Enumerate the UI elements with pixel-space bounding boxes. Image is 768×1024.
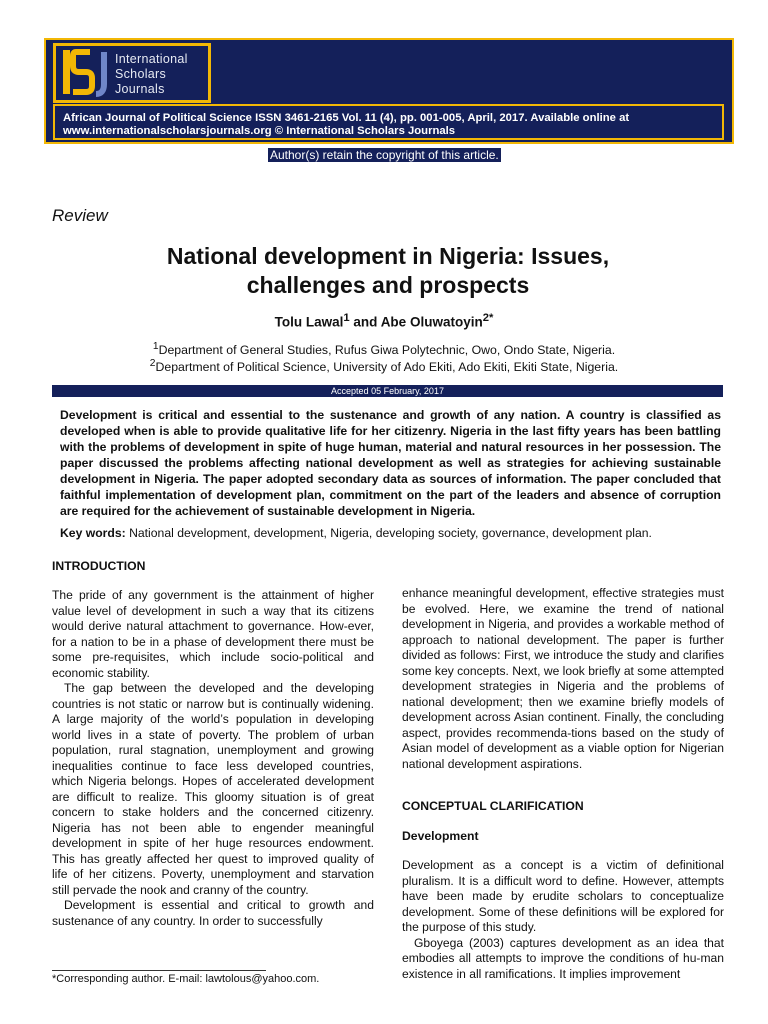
corresponding-author-footnote: *Corresponding author. E-mail: lawtolous@yahoo.com. [52,973,320,985]
author-name: Tolu Lawal [274,314,344,330]
isj-logo-icon [60,46,114,100]
paragraph: Gboyega (2003) captures development as an idea that embodies all attempts to improve the conditions of hu-man existence in all ramifications. It implies improvement [402,935,724,981]
journal-url[interactable]: www.internationalscholarsjournals.org © International Scholars Journals [63,125,456,137]
right-column-top [402,586,724,772]
paragraph: enhance meaningful development, effective strategies must be evolved. Here, we examine the trend of national development in Nigeria, and provides a workable method of approach to national development. The paper is further divided as follows: First, we introduce the study and clarifies some key concepts. Next, we look briefly at some attempted development strategies in Nigeria and the problems of national development; then we examine briefly models of development across Asian continent. Finally, the concluding aspect, provides recommenda-tions based on the study of Asian model of development as a viable option for Nigerian national development aspirations. [402,586,724,771]
abstract: Development is critical and essential to the sustenance and growth of any nation. A country is classified as developed when is able to provide qualitative life for her citizenry. Nigeria in the last fifty years has been battling with the problems of development in spite of huge human, material and natural resources in her possession. The paper discussed the problems affecting national development as well as strategies for achieving sustainable development in Nigeria. The paper adopted secondary data as sources of information. The paper concluded that faithful implementation of development plan, commitment on the part of the leaders and absence of corruption are required for the achievement of sustainable development in Nigeria. [60,408,721,518]
publisher-logo [53,43,211,103]
section-heading: INTRODUCTION [52,559,146,573]
article-type: Review [52,206,108,225]
paragraph: The gap between the developed and the developing countries is not static or narrow but is continually widening. A large majority of the world’s population in developing world lives in a state of poverty. The problem of urban population, rural stagnation, unemployment and growing inequalities continue to face less developed countries, which Nigeria belongs. Hopes of accelerated development are difficult to realize. This gloomy situation is of great concern to stake holders and the concerned citizenry. Nigeria has not been able to engender meaningful development in spite of her huge resources endowment. This has greatly affected her quest to improved quality of life of her citizens. Poverty, unemployment and starvation still pervade the nook and cranny of the country. [52,681,374,897]
subsection-heading: Development [402,829,479,843]
affiliation: $^2$Department of Political Science, University of Ado Ekiti, Ado Ekiti, Ekiti State, Nigeria. [149,358,619,375]
right-column-bottom [402,858,724,982]
footnote-divider [52,970,266,971]
section-heading: CONCEPTUAL CLARIFICATION [402,799,584,813]
journal-citation: African Journal of Political Science ISSN 3461-2165 Vol. 11 (4), pp. 001-005, April, 2017. Available online at www.internationalscholarsjournals.org © International Scholars Journals [63,112,630,137]
copyright-note: Author(s) retain the copyright of this article. [270,148,499,162]
accepted-date-bar: Accepted 05 February, 2017 [52,385,723,397]
journal-info-box [53,104,724,140]
paragraph: Development is essential and critical to growth and sustenance of any country. In order to successfully [52,898,374,928]
article-title: National development in Nigeria: Issues, challenges and prospects [166,243,610,298]
author-name: Abe Oluwatoyin [380,314,483,330]
affiliation: $^1$Department of General Studies, Rufus Giwa Polytechnic, Owo, Ondo State, Nigeria. [152,341,616,358]
logo-wordmark: International Scholars Journals [115,52,188,96]
paragraph: The pride of any government is the attainment of higher value level of development in such a way that its citizens would derive natural attachment to governance. How-ever, for a nation to be in a phase of development there must be some pre-requisites, which include socio-political and economic stability. [52,588,374,680]
keywords: Key words: National development, development, Nigeria, developing society, governance, development plan. [60,526,652,540]
left-column [52,588,374,929]
paragraph: Development as a concept is a victim of definitional pluralism. It is a difficult word to define. However, attempts have been made by erudite scholars to conceptualize development. Some of these definitions will be explored for the purpose of this study. [402,858,724,934]
author-list: Tolu Lawal$^1$ and Abe Oluwatoyin$^{2*}$ [274,312,494,330]
